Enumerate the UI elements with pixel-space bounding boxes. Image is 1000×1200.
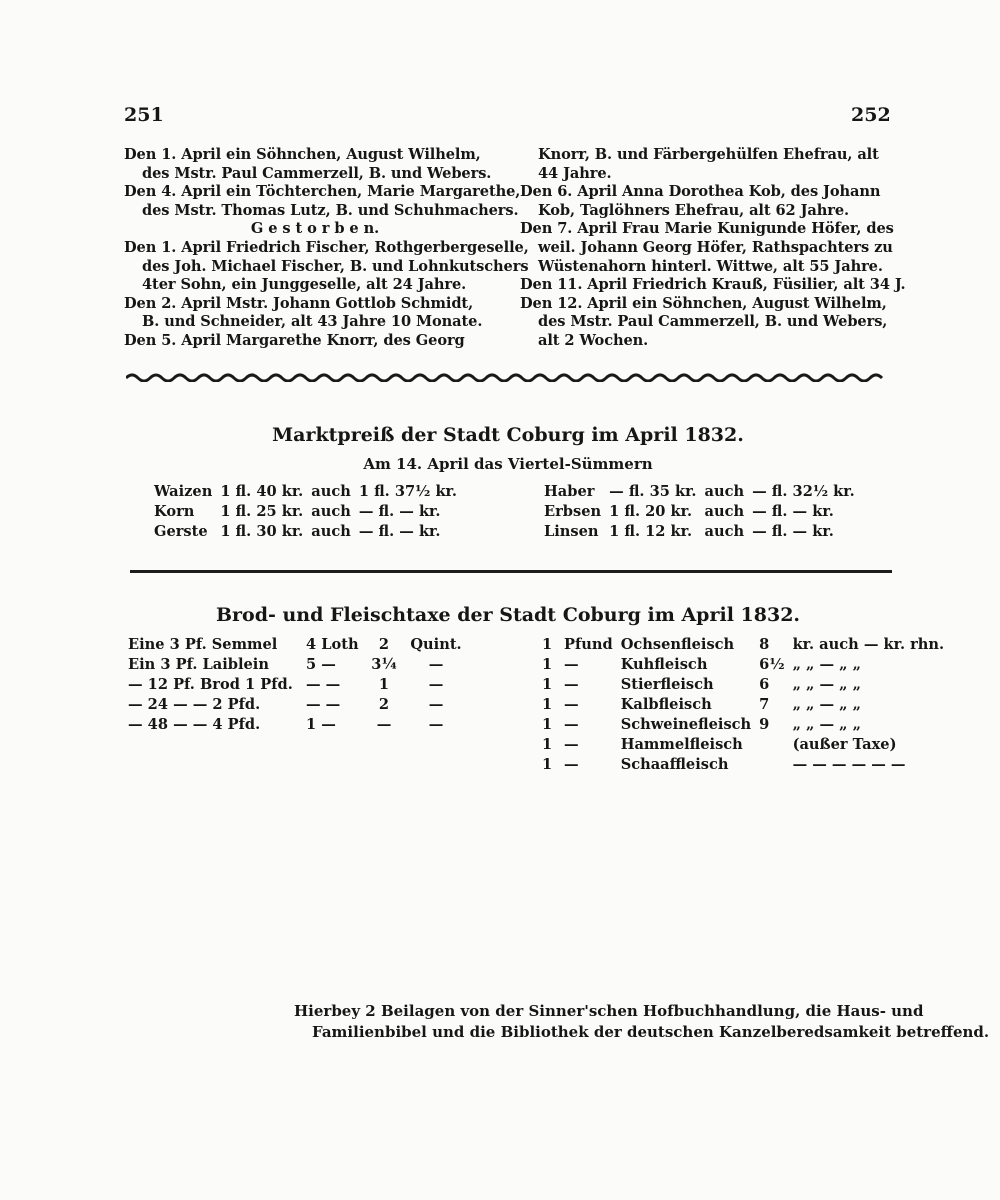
meat-price: 6½ (759, 655, 785, 673)
price: 1 fl. 12 kr. (609, 522, 693, 540)
meat-tax-table (538, 634, 948, 774)
price: — fl. 32½ kr. (752, 482, 855, 500)
bread-quint: 1 (378, 675, 390, 693)
bread-loth: — — (306, 675, 341, 693)
price: — fl. — kr. (752, 502, 834, 520)
left-line: 4ter Sohn, ein Junggeselle, alt 24 Jahre. (142, 276, 467, 294)
right-line: Knorr, B. und Färbergehülfen Ehefrau, alt (538, 146, 879, 163)
price: 1 fl. 20 kr. (609, 502, 693, 520)
meat-kind: Stierfleisch (620, 675, 714, 693)
bread-loth: — — (306, 695, 341, 713)
table-row (538, 734, 948, 754)
right-line: Den 12. April ein Söhnchen, August Wilhelm, (520, 294, 887, 312)
meat-kind: Ochsenfleisch (620, 635, 735, 653)
market-title: Marktpreiß der Stadt Coburg im April 1832. (272, 424, 744, 446)
table-row (124, 654, 470, 674)
meat-kind: Schweinefleisch (620, 715, 752, 733)
left-column (124, 146, 529, 351)
table-row (538, 654, 948, 674)
left-line: Den 4. April ein Töchterchen, Marie Margarethe, (124, 183, 521, 201)
bread-quint: — (376, 715, 392, 733)
bread-quint: 2 (378, 695, 390, 713)
grain-name: Erbsen (544, 502, 602, 520)
footer-line: Familienbibel und die Bibliothek der deutschen Kanzelberedsamkeit betreffend. (312, 1023, 990, 1041)
meat-rest: „ „ — „ „ (792, 675, 862, 693)
meat-qty: 1 (542, 655, 553, 673)
meat-price: 7 (759, 695, 770, 713)
grain-name: Korn (154, 502, 195, 520)
price-auch: auch (311, 482, 351, 500)
grain-name: Waizen (154, 482, 213, 500)
right-line: Den 11. April Friedrich Krauß, Füsilier, alt 34 J. (520, 276, 906, 294)
table-row (538, 714, 948, 734)
bread-item: — 48 — — 4 Pfd. (128, 715, 261, 733)
bread-item: — 24 — — 2 Pfd. (128, 695, 261, 713)
left-line: Den 5. April Margarethe Knorr, des Georg (124, 331, 465, 349)
right-line: 44 Jahre. (538, 164, 612, 182)
table-row (540, 521, 859, 541)
meat-unit: — (564, 655, 579, 673)
bread-unit: — (428, 675, 444, 693)
footer-line: Hierbey 2 Beilagen von der Sinner'schen Hofbuchhandlung, die Haus- und (294, 1002, 924, 1020)
taxe-title: Brod- und Fleischtaxe der Stadt Coburg im April 1832. (215, 604, 801, 626)
meat-price: 6 (759, 675, 770, 693)
price: 1 fl. 25 kr. (220, 502, 304, 520)
bread-item: — 12 Pf. Brod 1 Pfd. (128, 675, 293, 693)
bread-unit: — (428, 695, 444, 713)
left-line: des Mstr. Thomas Lutz, B. und Schuhmachers. (142, 201, 519, 219)
meat-price (755, 754, 788, 774)
meat-qty: 1 (542, 715, 553, 733)
meat-price: 8 (759, 635, 770, 653)
table-row (124, 634, 470, 654)
meat-qty: 1 (542, 675, 553, 693)
price: — fl. — kr. (358, 522, 441, 540)
table-row (124, 674, 470, 694)
meat-qty: 1 (542, 735, 553, 753)
price-auch: auch (311, 522, 351, 540)
meat-unit: — (564, 755, 579, 773)
price: — fl. — kr. (358, 502, 441, 520)
price-auch: auch (704, 502, 745, 520)
footer-notice (294, 1001, 989, 1043)
right-line: des Mstr. Paul Cammerzell, B. und Webers, (538, 313, 888, 331)
meat-rest: kr. auch — kr. rhn. (792, 635, 945, 653)
right-line: alt 2 Wochen. (538, 331, 649, 349)
bread-quint: 3¼ (371, 655, 397, 673)
left-line: des Mstr. Paul Cammerzell, B. und Webers. (142, 164, 492, 182)
price-auch: auch (704, 482, 745, 500)
table-row (124, 694, 470, 714)
meat-price: 9 (759, 715, 770, 733)
meat-unit: — (564, 695, 579, 713)
right-line: Kob, Taglöhners Ehefrau, alt 62 Jahre. (538, 201, 850, 219)
bread-unit: — (428, 655, 444, 673)
meat-kind: Kalbfleisch (620, 695, 712, 713)
meat-unit: Pfund (564, 635, 613, 653)
meat-rest: (außer Taxe) (792, 735, 897, 753)
bread-quint: 2 (378, 635, 390, 653)
bread-unit: — (428, 715, 444, 733)
price-auch: auch (704, 522, 745, 540)
price-auch: auch (311, 502, 351, 520)
right-line: Den 6. April Anna Dorothea Kob, des Johann (520, 183, 881, 201)
price: — fl. — kr. (752, 522, 834, 540)
meat-price (755, 734, 788, 754)
bread-loth: 5 — (306, 655, 336, 673)
table-row (540, 481, 859, 501)
right-line: Wüstenahorn hinterl. Wittwe, alt 55 Jahre. (538, 257, 883, 275)
right-line: weil. Johann Georg Höfer, Rathspachters zu (538, 238, 893, 256)
right-column (520, 146, 906, 351)
meat-unit: — (564, 735, 579, 753)
meat-rest: „ „ — „ „ (792, 715, 862, 733)
wavy-divider (126, 372, 890, 382)
price: — fl. 35 kr. (609, 482, 697, 500)
table-row (538, 674, 948, 694)
market-table-left (150, 481, 461, 541)
meat-kind: Kuhfleisch (620, 655, 708, 673)
price: 1 fl. 30 kr. (220, 522, 304, 540)
market-subtitle: Am 14. April das Viertel-Sümmern (363, 455, 653, 473)
meat-qty: 1 (542, 635, 553, 653)
table-row (150, 501, 461, 521)
bread-loth: 1 — (306, 715, 336, 733)
price: 1 fl. 40 kr. (220, 482, 304, 500)
price: 1 fl. 37½ kr. (358, 482, 457, 500)
left-line: B. und Schneider, alt 43 Jahre 10 Monate. (142, 313, 483, 331)
page-number-left: 251 (124, 104, 164, 126)
meat-qty: 1 (542, 695, 553, 713)
table-row (538, 634, 948, 654)
section-heading-gestorben: G e s t o r b e n. (250, 220, 380, 238)
bread-item: Eine 3 Pf. Semmel (128, 635, 278, 653)
bread-tax-table (124, 634, 470, 734)
bread-loth: 4 Loth (306, 635, 359, 653)
meat-qty: 1 (542, 755, 553, 773)
page-number-right: 252 (851, 104, 891, 126)
meat-rest: — — — — — — (792, 755, 906, 773)
grain-name: Linsen (544, 522, 599, 540)
table-row (538, 754, 948, 774)
table-row (124, 714, 470, 734)
left-line: des Joh. Michael Fischer, B. und Lohnkutschers (142, 257, 529, 275)
left-line: Den 2. April Mstr. Johann Gottlob Schmidt, (124, 294, 474, 312)
table-row (538, 694, 948, 714)
grain-name: Gerste (154, 522, 208, 540)
bread-unit: Quint. (410, 635, 462, 653)
meat-unit: — (564, 675, 579, 693)
table-row (150, 481, 461, 501)
left-line: Den 1. April Friedrich Fischer, Rothgerbergeselle, (124, 238, 529, 256)
table-row (150, 521, 461, 541)
meat-unit: — (564, 715, 579, 733)
table-row (540, 501, 859, 521)
market-table-right (540, 481, 859, 541)
horizontal-rule (130, 570, 892, 573)
meat-kind: Hammelfleisch (620, 735, 743, 753)
meat-rest: „ „ — „ „ (792, 695, 862, 713)
bread-item: Ein 3 Pf. Laiblein (128, 655, 269, 673)
left-line: Den 1. April ein Söhnchen, August Wilhelm, (124, 146, 481, 163)
grain-name: Haber (544, 482, 595, 500)
meat-rest: „ „ — „ „ (792, 655, 862, 673)
right-line: Den 7. April Frau Marie Kunigunde Höfer, des (520, 220, 894, 238)
meat-kind: Schaaffleisch (620, 755, 729, 773)
